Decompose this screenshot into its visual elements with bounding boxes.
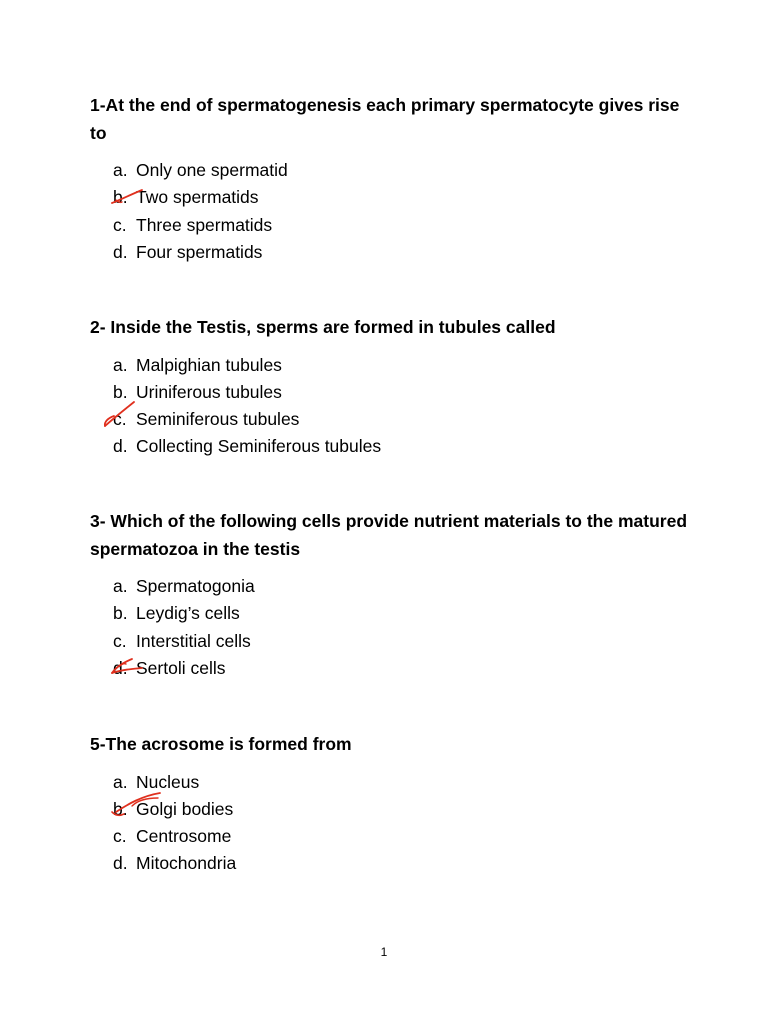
option-letter: d.: [113, 853, 128, 874]
option-letter: b.: [113, 381, 128, 402]
option-text: Sertoli cells: [136, 657, 226, 678]
option-letter: a.: [113, 160, 128, 180]
option-list: [90, 769, 690, 878]
option-letter: a.: [113, 576, 128, 596]
option-list: [90, 157, 690, 266]
option-text: Uriniferous tubules: [136, 381, 282, 402]
option-text: Nucleus: [136, 771, 200, 792]
option-c: [90, 406, 690, 433]
page-number: 1: [380, 945, 388, 959]
option-letter: c.: [113, 826, 127, 847]
option-letter: d.: [113, 436, 128, 457]
option-letter: a.: [113, 354, 128, 375]
question-text: 3- Which of the following cells provide nutrient materials to the matured spermatozoa in the testis: [90, 511, 688, 559]
option-text: Golgi bodies: [136, 798, 234, 819]
option-letter: a.: [113, 771, 128, 792]
option-text: Mitochondria: [136, 853, 237, 874]
option-letter: b.: [113, 603, 128, 624]
question-5: [90, 731, 690, 878]
question-3: [90, 508, 690, 682]
option-d: [90, 239, 690, 266]
option-list: [90, 573, 690, 682]
option-text: Only one spermatid: [136, 160, 288, 180]
option-d: [90, 850, 690, 877]
question-text: 5-The acrosome is formed from: [90, 734, 352, 754]
option-letter: b.: [113, 187, 128, 208]
option-letter: d.: [113, 241, 128, 262]
option-letter: c.: [113, 409, 127, 430]
option-text: Two spermatids: [136, 187, 259, 208]
question-text: 1-At the end of spermatogenesis each primary spermatocyte gives rise to: [90, 95, 680, 143]
option-text: Centrosome: [136, 826, 232, 847]
option-text: Collecting Seminiferous tubules: [136, 436, 382, 457]
option-text: Malpighian tubules: [136, 354, 282, 375]
option-b: [90, 379, 690, 406]
question-text: 2- Inside the Testis, sperms are formed in tubules called: [90, 317, 556, 337]
option-d: [90, 433, 690, 460]
option-list: [90, 352, 690, 461]
option-b: [90, 600, 690, 627]
option-a: [90, 573, 690, 600]
option-text: Seminiferous tubules: [136, 409, 300, 430]
option-b: [90, 184, 690, 211]
option-c: [90, 823, 690, 850]
option-a: [90, 769, 690, 796]
option-c: [90, 212, 690, 239]
option-text: Four spermatids: [136, 241, 263, 262]
option-letter: b.: [113, 798, 128, 819]
option-text: Leydig’s cells: [136, 603, 240, 624]
question-2: [90, 314, 690, 461]
option-c: [90, 628, 690, 655]
option-text: Interstitial cells: [136, 630, 251, 651]
option-a: [90, 157, 690, 184]
question-1: [90, 92, 690, 266]
option-letter: c.: [113, 630, 127, 651]
option-letter: c.: [113, 214, 127, 235]
option-text: Three spermatids: [136, 214, 273, 235]
option-text: Spermatogonia: [136, 576, 255, 596]
option-letter: d.: [113, 657, 128, 678]
option-b: [90, 796, 690, 823]
option-d: [90, 655, 690, 682]
option-a: [90, 352, 690, 379]
